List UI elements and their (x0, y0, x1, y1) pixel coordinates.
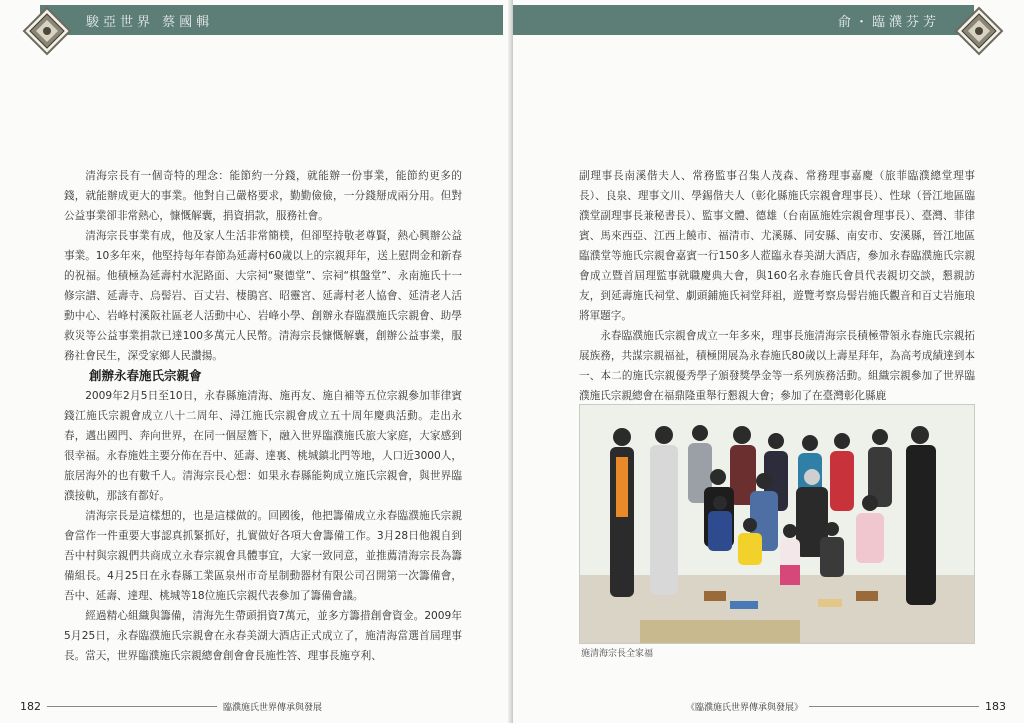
footer-divider (47, 706, 217, 707)
paragraph: 清海宗長有一個奇特的理念：能節約一分錢，就能辦一份事業，能節約更多的錢，就能辦成更大的事業。他對自己嚴格要求，勤勤儉儉，一分錢掰成兩分用。但對公益事業卻非常熱心，慷慨解囊，捐資捐款，服務社會。 (64, 170, 462, 222)
right-header-bar (513, 5, 974, 35)
paragraph: 副理事長南溪偕夫人、常務監事召集人茂森、常務理事嘉慶（旅菲臨濮總堂理事長）、良泉、理事文川、學錫偕夫人（彰化縣施氏宗親會理事長）、性球（晉江地區臨濮堂副理事長兼秘書長）、監事文體、德雄（台南區施姓宗親會理事長）、臺灣、菲律賓、馬來西亞、江西上饒市、福清市、尤溪縣、同安縣、南安市、安溪縣，晉江地區臨濮堂等施氏宗親會嘉賓一行150多人蒞臨永春美湖大酒店，參加永春臨濮施氏宗親會成立暨首屆理監事就職慶典大會，與160名永春施氏會員代表親切交談，懇親訪友，到延壽施氏祠堂、劇頭鋪施氏祠堂拜祖，遊覽考察烏髻岩施氏觀音和百丈岩施琅將軍題字。 (579, 170, 975, 322)
left-body-text (64, 166, 462, 666)
right-page (513, 0, 1024, 723)
page-number: 182 (20, 700, 41, 713)
photo-caption: 施清海宗長全家福 (581, 649, 654, 659)
left-footer (20, 700, 322, 713)
footer-divider (809, 706, 979, 707)
right-footer (686, 700, 1006, 713)
diamond-emblem-icon (22, 6, 72, 56)
section-title: 創辦永春施氏宗親會 (89, 368, 202, 383)
paragraph: 經過精心組織與籌備，清海先生帶頭捐資7萬元，並多方籌措創會資金。2009年5月25日，永春臨濮施氏宗親會在永春美湖大酒店正式成立了，施清海當選首屆理事長。當天，世界臨濮施氏宗親總會創會會長施性答、理事長施亨利、 (64, 610, 462, 662)
diamond-emblem-icon (954, 6, 1004, 56)
page-number: 183 (985, 700, 1006, 713)
paragraph: 永春臨濮施氏宗親會成立一年多來，理事長施清海宗長積極帶領永春施氏宗親拓展族務，共謀宗親福祉，積極開展為永春施氏80歲以上壽星拜年，為高考成績達到本一、本二的施氏宗親優秀學子頒發獎學金等一系列族務活動。組織宗親參加了世界臨濮施氏宗親總會在福鼎隆重舉行懇親大會；參加了在臺灣彰化縣鹿 (579, 330, 975, 402)
family-group-photo-image (580, 405, 974, 643)
paragraph: 清海宗長是這樣想的，也是這樣做的。回國後，他把籌備成立永春臨濮施氏宗親會當作一件重要大事認真抓緊抓好，扎實做好各項大會籌備工作。3月28日他親自到吾中村與宗親們共商成立永春宗親會具體事宜，大家一致同意，並推薦清海宗長為籌備組長。4月25日在永春縣工業區泉州市奇星制動器材有限公司召開第一次籌備會，吾中、延壽、達理、桃城等18位施氏宗親代表參加了籌備會議。 (64, 510, 462, 602)
right-header-title: 俞・臨濮芬芳 (837, 14, 940, 30)
left-header-title: 駿亞世界 蔡國輯 (86, 14, 214, 30)
footer-book-title: 臨濮施氏世界傳承與發展 (223, 703, 323, 713)
paragraph: 2009年2月5日至10日，永春縣施清海、施再友、施自補等五位宗親參加菲律賓錢江施氏宗親會成立八十二周年、潯江施氏宗親會成立五十周年慶典活動。走出永春，邁出國門、奔向世界，在同一個屋簷下，融入世界臨濮施氏旅大家庭，大家感到很幸福。永春施姓主要分佈在吾中、延壽、達裏、桃城鎮北門等地，人口近3000人，旅居海外的也有數千人。清海宗長心想：如果永春縣能夠成立施氏宗親會，與世界臨濮接軌，那該有都好。 (64, 390, 462, 502)
family-photo (579, 404, 975, 644)
left-page (0, 0, 511, 723)
left-header-bar (40, 5, 503, 35)
footer-book-title: 《臨濮施氏世界傳承與發展》 (685, 703, 803, 713)
right-body-text (579, 166, 975, 406)
paragraph: 清海宗長事業有成，他及家人生活非常簡樸，但卻堅持敬老尊賢，熱心興辦公益事業。10多年來，他堅持每年春節為延壽村60歲以上的宗親拜年，送上慰問金和新春的祝福。他積極為延壽村水泥路面、大宗祠“聚德堂”、宗祠“棋盤堂”、永南施氏十一修宗譜、延壽寺、烏髻岩、百丈岩、棲鵑宮、昭靈宮、延壽村老人協會、延清老人活動中心、岩峰村溪阪社區老人活動中心、岩峰小學、創辦永春臨濮施氏宗親會、助學救災等公益事業捐款已達100多萬元人民幣。清海宗長慷慨解囊，創辦公益事業，服務社會民生，深受家鄉人民讚揚。 (64, 230, 462, 362)
